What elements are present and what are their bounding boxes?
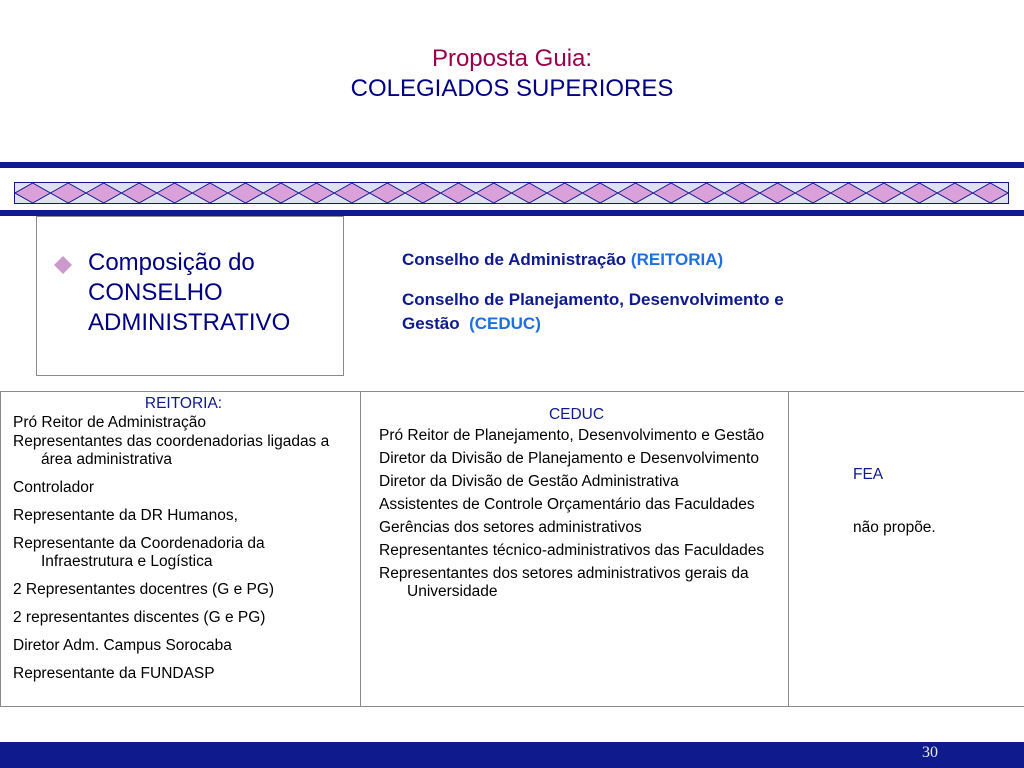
border-diamond-icon	[582, 183, 617, 203]
border-diamond-icon	[831, 183, 866, 203]
council-planning-name-line1: Conselho de Planejamento, Desenvolvimento e	[402, 290, 784, 309]
reitoria-item: 2 Representantes docentres (G e PG)	[13, 581, 275, 598]
council-admin	[402, 248, 723, 272]
council-admin-tag: (REITORIA)	[630, 250, 724, 269]
reitoria-item: Pró Reitor de Administração	[13, 414, 206, 431]
table-row	[1, 392, 1024, 707]
diamond-border-strip	[14, 182, 1009, 204]
reitoria-item: Representante da FUNDASP	[13, 665, 215, 682]
reitoria-item: Controlador	[13, 479, 94, 496]
footer-bar	[0, 742, 1024, 768]
council-planning-tag: (CEDUC)	[469, 314, 541, 333]
border-diamond-icon	[263, 183, 298, 203]
composition-line-3: ADMINISTRATIVO	[88, 309, 291, 336]
composition-table	[0, 391, 1024, 707]
title-line-colegiados: COLEGIADOS SUPERIORES	[350, 75, 674, 102]
border-diamond-icon	[192, 183, 227, 203]
border-diamond-icon	[15, 183, 50, 203]
border-diamond-icon	[228, 183, 263, 203]
composition-heading	[88, 248, 338, 338]
reitoria-item: Representantes das coordenadorias ligadas a área administrativa	[13, 433, 330, 468]
ceduc-item: Pró Reitor de Planejamento, Desenvolvimento e Gestão	[379, 427, 765, 444]
top-rule-upper	[0, 162, 1024, 168]
border-diamond-icon	[618, 183, 653, 203]
ceduc-item: Diretor da Divisão de Gestão Administrativa	[379, 473, 679, 490]
border-diamond-icon	[157, 183, 192, 203]
border-diamond-icon	[441, 183, 476, 203]
council-planning	[402, 288, 942, 336]
border-diamond-icon	[299, 183, 334, 203]
council-admin-name: Conselho de Administração	[402, 250, 627, 269]
ceduc-item: Representantes técnico-administrativos das Faculdades	[379, 542, 765, 559]
border-diamond-icon	[866, 183, 901, 203]
ceduc-item: Representantes dos setores administrativos gerais da Universidade	[379, 565, 749, 600]
reitoria-item: Representante da Coordenadoria da Infraestrutura e Logística	[13, 535, 265, 570]
fea-header: FEA	[853, 466, 884, 483]
ceduc-item: Diretor da Divisão de Planejamento e Desenvolvimento	[379, 450, 759, 467]
border-diamond-icon	[937, 183, 972, 203]
border-diamond-icon	[50, 183, 85, 203]
composition-line-2: CONSELHO	[88, 279, 223, 306]
page-number: 30	[922, 744, 938, 761]
border-diamond-icon	[973, 183, 1008, 203]
diamond-pattern	[15, 183, 1008, 203]
ceduc-item: Gerências dos setores administrativos	[379, 519, 642, 536]
border-diamond-icon	[689, 183, 724, 203]
border-diamond-icon	[760, 183, 795, 203]
reitoria-item: Representante da DR Humanos,	[13, 507, 238, 524]
title-line-proposta: Proposta Guia:	[431, 45, 593, 72]
composition-line-1: Composição do	[88, 249, 255, 276]
reitoria-item: Diretor Adm. Campus Sorocaba	[13, 637, 232, 654]
diamond-bullet-icon	[53, 255, 73, 280]
ceduc-cell	[361, 392, 789, 707]
fea-text: não propõe.	[853, 519, 936, 536]
border-diamond-icon	[724, 183, 759, 203]
reitoria-cell	[1, 392, 361, 707]
fea-cell	[789, 392, 1024, 707]
border-diamond-icon	[795, 183, 830, 203]
council-planning-name-line2: Gestão	[402, 314, 460, 333]
border-diamond-icon	[334, 183, 369, 203]
border-diamond-icon	[405, 183, 440, 203]
slide-title	[0, 44, 1024, 104]
ceduc-item: Assistentes de Controle Orçamentário das Faculdades	[379, 496, 755, 513]
border-diamond-icon	[547, 183, 582, 203]
border-diamond-icon	[902, 183, 937, 203]
ceduc-header: CEDUC	[548, 406, 605, 423]
border-diamond-icon	[512, 183, 547, 203]
border-diamond-icon	[476, 183, 511, 203]
border-diamond-icon	[86, 183, 121, 203]
border-diamond-icon	[370, 183, 405, 203]
border-diamond-icon	[121, 183, 156, 203]
reitoria-header: REITORIA:	[144, 395, 223, 412]
border-diamond-icon	[653, 183, 688, 203]
reitoria-item: 2 representantes discentes (G e PG)	[13, 609, 266, 626]
